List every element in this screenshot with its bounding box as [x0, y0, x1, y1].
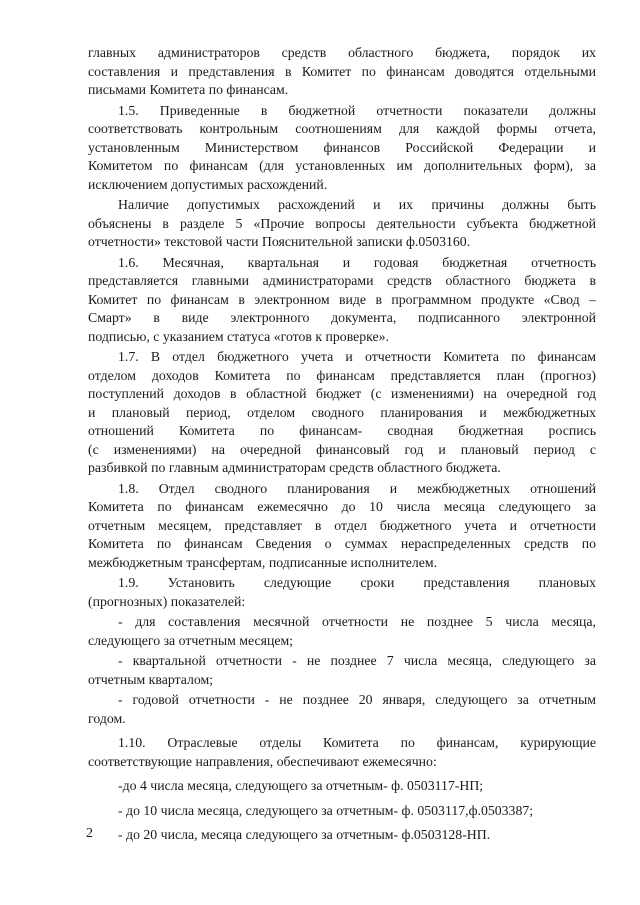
text-line: годом. [88, 710, 126, 726]
list-item-day-20 [88, 826, 596, 845]
text-line: следующего за отчетным месяцем; [88, 632, 294, 648]
text-line: отчетным месяцем, представляет в отдел бюджетного учета и отчетности [88, 517, 596, 533]
text-line: -до 4 числа месяца, следующего за отчетным- ф. 0503117-НП; [118, 778, 484, 793]
text-line: межбюджетным трансфертам, подписанные исполнителем. [88, 554, 438, 570]
text-line: объяснены в разделе 5 «Прочие вопросы деятельности субъекта бюджетной [88, 215, 596, 231]
text-line: отчетности» текстовой части Пояснительной записки ф.0503160. [88, 234, 471, 249]
text-line: установленным Министерством финансов Российской Федерации и [88, 139, 596, 155]
text-line: Наличие допустимых расхождений и их причины должны быть [118, 197, 596, 212]
text-line: Смарт» в виде электронного документа, подписанного электронной [88, 310, 596, 325]
list-item-monthly [88, 613, 596, 650]
paragraph-discrepancies [88, 196, 596, 252]
text-line: Комитета по финансам Сведения о суммах нераспределенных средств по [88, 536, 596, 551]
document-page [88, 44, 596, 845]
list-item-annual [88, 691, 596, 728]
text-line: соответствующие направления, обеспечивают ежемесячно: [88, 753, 437, 769]
text-line: разбивкой по главным администраторам средств областного бюджета. [88, 460, 501, 475]
text-line: отделом доходов Комитета по финансам представляется план (прогноз) [88, 367, 596, 383]
text-line: Комитета по финансам ежемесячно до 10 числа месяца следующего за [88, 499, 596, 514]
text-line: - для составления месячной отчетности не позднее 5 числа месяца, [118, 614, 596, 629]
paragraph-intro [88, 44, 596, 100]
text-line: (прогнозных) показателей: [88, 593, 246, 609]
list-item-day-4 [88, 777, 596, 796]
text-line: (с изменениями) на очередной финансовый год и плановый период с [88, 441, 596, 457]
text-line: 1.7. В отдел бюджетного учета и отчетности Комитета по финансам [118, 349, 596, 364]
text-line: главных администраторов средств областного бюджета, порядок их [88, 45, 596, 60]
text-line: 1.10. Отраслевые отделы Комитета по финансам, курирующие [118, 735, 596, 750]
text-line: и плановый период, отделом сводного планирования и межбюджетных [88, 404, 596, 420]
paragraph-1-9 [88, 574, 596, 611]
text-line: - квартальной отчетности - не позднее 7 числа месяца, следующего за [118, 653, 596, 668]
text-line: отношений Комитета по финансам- сводная бюджетная роспись [88, 423, 596, 438]
page-number: 2 [86, 826, 93, 841]
text-line: отчетным кварталом; [88, 671, 214, 687]
list-item-day-10 [88, 802, 596, 821]
paragraph-1-5 [88, 102, 596, 195]
text-line: Комитет по финансам в электронном виде в программном продукте «Свод – [88, 291, 596, 307]
paragraph-1-6 [88, 254, 596, 347]
text-line: - годовой отчетности - не позднее 20 января, следующего за отчетным [118, 692, 596, 707]
text-line: подписью, с указанием статуса «готов к проверке». [88, 328, 389, 344]
text-line: составления и представления в Комитет по финансам доводятся отдельными [88, 63, 596, 79]
text-line: 1.8. Отдел сводного планирования и межбюджетных отношений [118, 480, 596, 496]
list-item-quarterly [88, 652, 596, 689]
text-line: поступлений доходов в областной бюджет (с изменениями) на очередной год [88, 386, 596, 401]
text-line: Комитетом по финансам (для установленных им дополнительных форм), за [88, 158, 596, 173]
text-line: соответствовать контрольным соотношениям для каждой формы отчета, [88, 121, 596, 136]
text-line: 1.5. Приведенные в бюджетной отчетности показатели должны [118, 102, 596, 118]
text-line: - до 10 числа месяца, следующего за отчетным- ф. 0503117,ф.0503387; [118, 802, 534, 818]
paragraph-1-10 [88, 734, 596, 771]
text-line: 1.9. Установить следующие сроки представления плановых [118, 575, 596, 590]
text-line: исключением допустимых расхождений. [88, 176, 328, 192]
text-line: представляется главными администраторами средств областного бюджета в [88, 273, 596, 288]
paragraph-1-7 [88, 348, 596, 478]
text-line: письмами Комитета по финансам. [88, 82, 289, 97]
paragraph-1-8 [88, 480, 596, 573]
text-line: 1.6. Месячная, квартальная и годовая бюджетная отчетность [118, 254, 596, 270]
text-line: - до 20 числа, месяца следующего за отчетным- ф.0503128-НП. [118, 827, 491, 842]
